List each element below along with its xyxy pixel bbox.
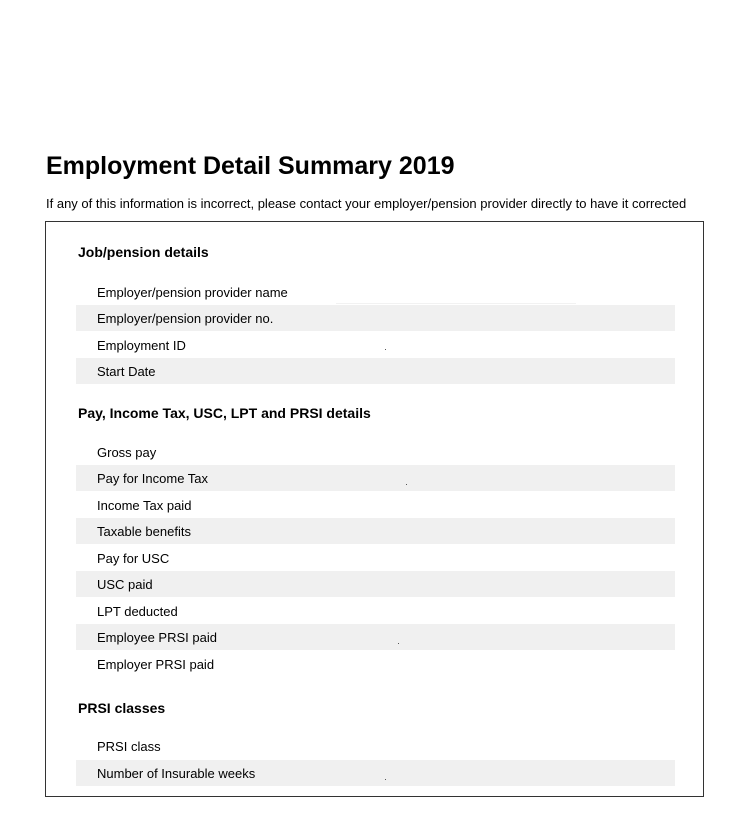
- section-heading-job: Job/pension details: [78, 244, 209, 260]
- row-label: USC paid: [97, 577, 153, 592]
- redaction-mark: [385, 779, 386, 780]
- row-label: Employer/pension provider name: [97, 285, 288, 300]
- redaction-mark: [398, 643, 399, 644]
- divider: [336, 303, 576, 304]
- row-employer-number: [76, 305, 675, 331]
- row-employment-id: [76, 332, 675, 358]
- row-prsi-class: [76, 733, 675, 759]
- row-label: Income Tax paid: [97, 498, 192, 513]
- row-label: LPT deducted: [97, 604, 178, 619]
- row-usc-paid: [76, 571, 675, 597]
- row-label: Employment ID: [97, 338, 186, 353]
- row-start-date: [76, 358, 675, 384]
- row-taxable-benefits: [76, 518, 675, 544]
- redaction-mark: [385, 349, 386, 350]
- redaction-mark: [406, 484, 407, 485]
- row-label: Pay for USC: [97, 551, 170, 566]
- row-employer-name: [76, 279, 675, 305]
- section-heading-prsi: PRSI classes: [78, 700, 166, 716]
- summary-box: [45, 221, 704, 797]
- row-pay-for-usc: [76, 545, 675, 571]
- row-label: Employee PRSI paid: [97, 630, 217, 645]
- row-gross-pay: [76, 439, 675, 465]
- row-employer-prsi-paid: [76, 651, 675, 677]
- page-subtitle: If any of this information is incorrect, please contact your employer/pension provider directly to have it corrected: [46, 196, 687, 211]
- row-income-tax-paid: [76, 492, 675, 518]
- row-label: Employer PRSI paid: [97, 657, 215, 672]
- row-insurable-weeks: [76, 760, 675, 786]
- row-label: Employer/pension provider no.: [97, 311, 274, 326]
- row-label: PRSI class: [97, 739, 161, 754]
- row-label: Start Date: [97, 364, 156, 379]
- section-heading-pay: Pay, Income Tax, USC, LPT and PRSI details: [78, 405, 371, 421]
- row-lpt-deducted: [76, 598, 675, 624]
- row-pay-for-income-tax: [76, 465, 675, 491]
- row-label: Number of Insurable weeks: [97, 766, 256, 781]
- page-title: Employment Detail Summary 2019: [46, 152, 455, 180]
- row-label: Taxable benefits: [97, 524, 191, 539]
- row-employee-prsi-paid: [76, 624, 675, 650]
- row-label: Gross pay: [97, 445, 157, 460]
- row-label: Pay for Income Tax: [97, 471, 209, 486]
